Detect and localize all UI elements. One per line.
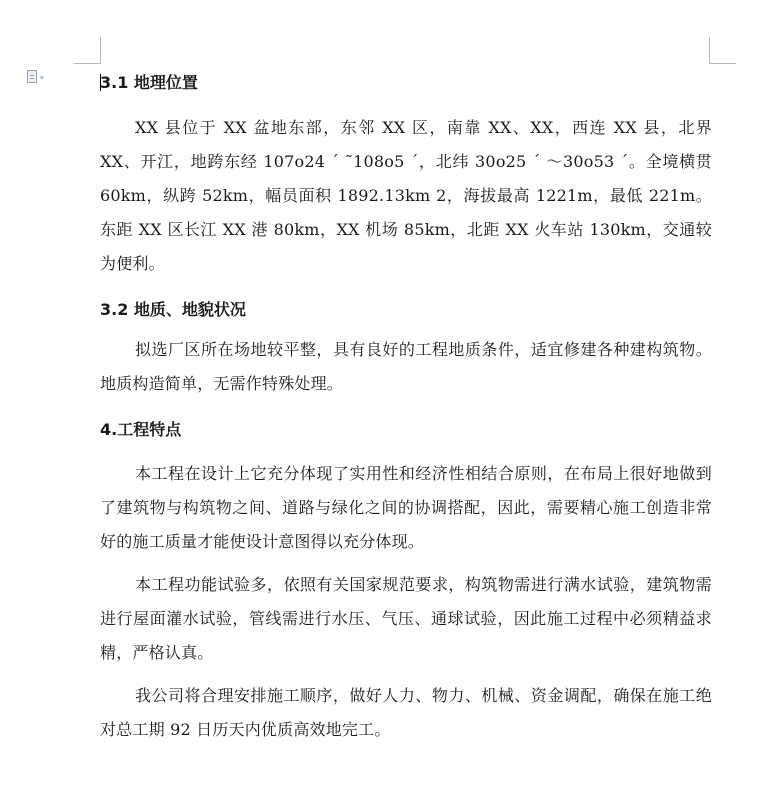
body-paragraph: 拟选厂区所在场地较平整，具有良好的工程地质条件，适宜修建各种建构筑物。地质构造简单，无需作特殊处理。: [100, 340, 712, 393]
chevron-down-icon: ▾: [40, 74, 44, 82]
document-page-icon: [27, 70, 37, 83]
crop-mark-top-left: [100, 37, 101, 64]
section-heading: 3.2 地质、地貌状况: [100, 300, 246, 319]
crop-mark-top-right: [709, 63, 736, 64]
section-heading: 3.1 地理位置: [100, 73, 198, 92]
document-body[interactable]: [100, 68, 712, 747]
body-paragraph: XX 县位于 XX 盆地东部，东邻 XX 区，南靠 XX、XX，西连 XX 县，北界 XX、开江，地跨东经 107o24 ´ ˜108o5 ´，北纬 30o25 ´ ～30o53 ´。全境横贯 60km，纵跨 52km，幅员面积 1892.13km 2，海拔最高 1221m，最低 221m。东距 XX 区长江 XX 港 80km，XX 机场 85km，北距 XX 火车站 130km，交通较为便利。: [100, 118, 712, 273]
section-heading: 4.工程特点: [100, 420, 182, 439]
body-paragraph: 本工程功能试验多，依照有关国家规范要求，构筑物需进行满水试验，建筑物需进行屋面灌水试验，管线需进行水压、气压、通球试验，因此施工过程中必须精益求精，严格认真。: [100, 575, 712, 662]
crop-mark-top-left: [74, 63, 101, 64]
body-paragraph: 我公司将合理安排施工顺序，做好人力、物力、机械、资金调配，确保在施工绝对总工期 92 日历天内优质高效地完工。: [100, 686, 712, 739]
crop-mark-top-right: [709, 37, 710, 64]
document-outline-icon[interactable]: [27, 68, 49, 84]
body-paragraph: 本工程在设计上它充分体现了实用性和经济性相结合原则，在布局上很好地做到了建筑物与构筑物之间、道路与绿化之间的协调搭配，因此，需要精心施工创造非常好的施工质量才能使设计意图得以充分体现。: [100, 464, 712, 551]
